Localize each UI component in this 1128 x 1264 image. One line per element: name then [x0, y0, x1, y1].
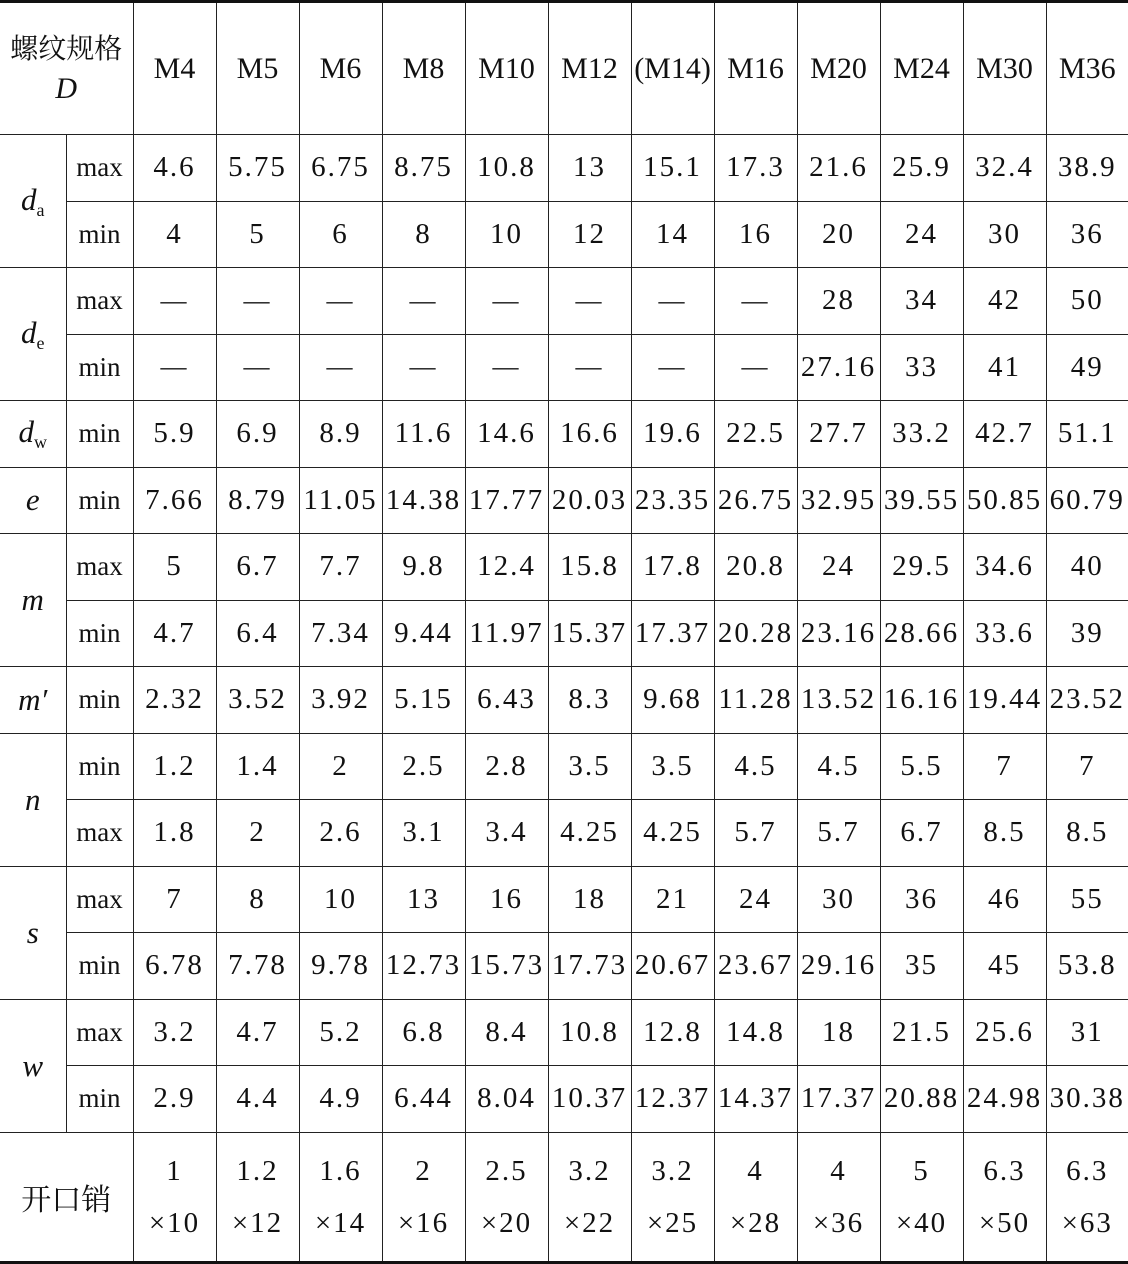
value-cell: 26.75: [714, 467, 797, 534]
row-de-max: [0, 268, 1128, 335]
value-cell: 20.67: [631, 933, 714, 1000]
value-cell: 23.67: [714, 933, 797, 1000]
row-m-max: [0, 534, 1128, 601]
value-cell: —: [133, 268, 216, 335]
value-cell: 2.8: [465, 733, 548, 800]
value-cell: 8.3: [548, 667, 631, 734]
value-cell: 6.8: [382, 999, 465, 1066]
value-cell: 12.8: [631, 999, 714, 1066]
param-symbol-text: d: [21, 314, 37, 350]
value-cell: 3.2: [133, 999, 216, 1066]
value-cell: 16: [714, 201, 797, 268]
value-cell: 28.66: [880, 600, 963, 667]
value-cell: 8: [216, 866, 299, 933]
pin-diameter: 3.2: [568, 1154, 611, 1187]
value-cell: —: [216, 334, 299, 401]
value-cell: 46: [963, 866, 1046, 933]
value-cell: 25.6: [963, 999, 1046, 1066]
value-cell: 3.92: [299, 667, 382, 734]
value-cell: 13.52: [797, 667, 880, 734]
value-cell: 29.16: [797, 933, 880, 1000]
value-cell: 27.16: [797, 334, 880, 401]
value-cell: 17.37: [631, 600, 714, 667]
value-cell: 17.73: [548, 933, 631, 1000]
value-cell: 7.78: [216, 933, 299, 1000]
value-cell: 18: [548, 866, 631, 933]
pin-diameter: 6.3: [1066, 1154, 1109, 1187]
value-cell: 25.9: [880, 135, 963, 202]
value-cell: 15.37: [548, 600, 631, 667]
value-cell: 16.16: [880, 667, 963, 734]
param-symbol-n: [0, 733, 66, 866]
param-symbol-dw: [0, 401, 66, 468]
value-cell: 40: [1046, 534, 1128, 601]
cotter-pin-cell: [133, 1132, 216, 1262]
pin-length: ×36: [812, 1206, 865, 1239]
value-cell: 4.5: [714, 733, 797, 800]
param-symbol-subscript: a: [36, 199, 45, 220]
cotter-pin-cell: [714, 1132, 797, 1262]
value-cell: 3.52: [216, 667, 299, 734]
value-cell: 8: [382, 201, 465, 268]
limit-label: min: [66, 733, 133, 800]
param-symbol-text: d: [21, 181, 37, 217]
value-cell: 9.78: [299, 933, 382, 1000]
pin-length: ×50: [978, 1206, 1031, 1239]
value-cell: 10: [465, 201, 548, 268]
row-w-max: [0, 999, 1128, 1066]
value-cell: 28: [797, 268, 880, 335]
value-cell: 34: [880, 268, 963, 335]
value-cell: 42: [963, 268, 1046, 335]
cotter-pin-cell: [963, 1132, 1046, 1262]
value-cell: 60.79: [1046, 467, 1128, 534]
value-cell: 6.9: [216, 401, 299, 468]
value-cell: 10.37: [548, 1066, 631, 1133]
value-cell: 42.7: [963, 401, 1046, 468]
param-symbol-de: [0, 268, 66, 401]
value-cell: 21.6: [797, 135, 880, 202]
value-cell: 5.15: [382, 667, 465, 734]
value-cell: 4: [133, 201, 216, 268]
value-cell: 55: [1046, 866, 1128, 933]
value-cell: 33: [880, 334, 963, 401]
limit-label: min: [66, 1066, 133, 1133]
row-n-min: [0, 733, 1128, 800]
value-cell: 19.44: [963, 667, 1046, 734]
value-cell: 5.9: [133, 401, 216, 468]
value-cell: 30.38: [1046, 1066, 1128, 1133]
limit-label: max: [66, 534, 133, 601]
value-cell: 32.4: [963, 135, 1046, 202]
cotter-pin-cell: [797, 1132, 880, 1262]
value-cell: 15.1: [631, 135, 714, 202]
size-header: M8: [382, 2, 465, 135]
limit-label: max: [66, 135, 133, 202]
value-cell: 11.97: [465, 600, 548, 667]
value-cell: 30: [963, 201, 1046, 268]
value-cell: 39: [1046, 600, 1128, 667]
value-cell: 33.2: [880, 401, 963, 468]
value-cell: 3.1: [382, 800, 465, 867]
value-cell: 19.6: [631, 401, 714, 468]
value-cell: 4.25: [631, 800, 714, 867]
cotter-pin-label: 开口销: [0, 1132, 133, 1262]
row-m-min: [0, 600, 1128, 667]
value-cell: 5: [133, 534, 216, 601]
value-cell: 50.85: [963, 467, 1046, 534]
value-cell: 17.37: [797, 1066, 880, 1133]
value-cell: —: [133, 334, 216, 401]
limit-label: max: [66, 800, 133, 867]
value-cell: 9.8: [382, 534, 465, 601]
param-symbol-text: s: [26, 914, 39, 950]
limit-label: min: [66, 933, 133, 1000]
value-cell: 7.7: [299, 534, 382, 601]
value-cell: 6.4: [216, 600, 299, 667]
value-cell: —: [382, 268, 465, 335]
value-cell: 24: [880, 201, 963, 268]
limit-label: min: [66, 667, 133, 734]
size-header: M4: [133, 2, 216, 135]
pin-diameter: 6.3: [983, 1154, 1026, 1187]
value-cell: 17.8: [631, 534, 714, 601]
param-symbol-s: [0, 866, 66, 999]
value-cell: 24: [797, 534, 880, 601]
value-cell: 9.68: [631, 667, 714, 734]
size-header: M36: [1046, 2, 1128, 135]
pin-length: ×12: [231, 1206, 284, 1239]
value-cell: 20.28: [714, 600, 797, 667]
row-n-max: [0, 800, 1128, 867]
value-cell: 9.44: [382, 600, 465, 667]
value-cell: 38.9: [1046, 135, 1128, 202]
value-cell: 49: [1046, 334, 1128, 401]
value-cell: 31: [1046, 999, 1128, 1066]
cotter-pin-cell: [631, 1132, 714, 1262]
pin-length: ×25: [646, 1206, 699, 1239]
value-cell: —: [631, 268, 714, 335]
value-cell: 8.5: [1046, 800, 1128, 867]
value-cell: 6.7: [216, 534, 299, 601]
value-cell: 50: [1046, 268, 1128, 335]
value-cell: 2.5: [382, 733, 465, 800]
value-cell: 7.34: [299, 600, 382, 667]
pin-diameter: 1.6: [319, 1154, 362, 1187]
value-cell: 12.4: [465, 534, 548, 601]
value-cell: 18: [797, 999, 880, 1066]
param-symbol-e: [0, 467, 66, 534]
param-symbol-m: [0, 534, 66, 667]
value-cell: 16: [465, 866, 548, 933]
value-cell: 29.5: [880, 534, 963, 601]
value-cell: 6.43: [465, 667, 548, 734]
pin-length: ×16: [397, 1206, 450, 1239]
limit-label: min: [66, 467, 133, 534]
cotter-pin-cell: [382, 1132, 465, 1262]
size-header: (M14): [631, 2, 714, 135]
value-cell: 23.52: [1046, 667, 1128, 734]
value-cell: 5: [216, 201, 299, 268]
value-cell: 12: [548, 201, 631, 268]
value-cell: 32.95: [797, 467, 880, 534]
param-symbol-text: e: [25, 482, 40, 518]
pin-diameter: 2.5: [485, 1154, 528, 1187]
limit-label: max: [66, 866, 133, 933]
value-cell: 34.6: [963, 534, 1046, 601]
value-cell: 7: [1046, 733, 1128, 800]
value-cell: 5.2: [299, 999, 382, 1066]
value-cell: 12.37: [631, 1066, 714, 1133]
value-cell: 3.4: [465, 800, 548, 867]
param-symbol-text: m: [21, 582, 44, 617]
value-cell: 13: [382, 866, 465, 933]
value-cell: 8.5: [963, 800, 1046, 867]
value-cell: 6.78: [133, 933, 216, 1000]
value-cell: 17.3: [714, 135, 797, 202]
param-symbol-mp: [0, 667, 66, 734]
value-cell: 22.5: [714, 401, 797, 468]
value-cell: —: [465, 334, 548, 401]
value-cell: 4.6: [133, 135, 216, 202]
size-header: M16: [714, 2, 797, 135]
value-cell: 27.7: [797, 401, 880, 468]
pin-diameter: 3.2: [651, 1154, 694, 1187]
value-cell: 24: [714, 866, 797, 933]
value-cell: 10.8: [465, 135, 548, 202]
param-symbol-da: [0, 135, 66, 268]
value-cell: 36: [880, 866, 963, 933]
value-cell: 7: [963, 733, 1046, 800]
pin-diameter: 1.2: [236, 1154, 279, 1187]
row-cotter-pin: [0, 1132, 1128, 1262]
value-cell: 3.5: [631, 733, 714, 800]
value-cell: 7.66: [133, 467, 216, 534]
size-header: M5: [216, 2, 299, 135]
value-cell: 1.8: [133, 800, 216, 867]
value-cell: 23.35: [631, 467, 714, 534]
value-cell: 2.32: [133, 667, 216, 734]
value-cell: 33.6: [963, 600, 1046, 667]
pin-length: ×63: [1061, 1206, 1113, 1239]
value-cell: 30: [797, 866, 880, 933]
cotter-pin-cell: [216, 1132, 299, 1262]
value-cell: 12.73: [382, 933, 465, 1000]
size-header: M12: [548, 2, 631, 135]
value-cell: 5.5: [880, 733, 963, 800]
param-symbol-subscript: w: [34, 432, 47, 453]
value-cell: 6: [299, 201, 382, 268]
row-e: [0, 467, 1128, 534]
size-header: M10: [465, 2, 548, 135]
limit-label: min: [66, 334, 133, 401]
value-cell: 21: [631, 866, 714, 933]
value-cell: 4.9: [299, 1066, 382, 1133]
value-cell: 4.7: [216, 999, 299, 1066]
value-cell: 1.2: [133, 733, 216, 800]
row-dw: [0, 401, 1128, 468]
row-de-min: [0, 334, 1128, 401]
value-cell: 2: [299, 733, 382, 800]
pin-length: ×14: [314, 1206, 367, 1239]
size-header: M24: [880, 2, 963, 135]
value-cell: 2.6: [299, 800, 382, 867]
value-cell: 45: [963, 933, 1046, 1000]
pin-length: ×28: [729, 1206, 782, 1239]
value-cell: 41: [963, 334, 1046, 401]
param-symbol-text: w: [22, 1047, 44, 1083]
value-cell: 51.1: [1046, 401, 1128, 468]
param-symbol-text: d: [18, 414, 34, 450]
value-cell: 4.25: [548, 800, 631, 867]
row-w-min: [0, 1066, 1128, 1133]
value-cell: 20.8: [714, 534, 797, 601]
value-cell: —: [382, 334, 465, 401]
limit-label: max: [66, 268, 133, 335]
value-cell: 5.7: [714, 800, 797, 867]
pin-diameter: 2: [415, 1154, 432, 1187]
pin-length: ×10: [148, 1206, 201, 1239]
pin-diameter: 4: [830, 1154, 847, 1187]
value-cell: 35: [880, 933, 963, 1000]
value-cell: 13: [548, 135, 631, 202]
value-cell: 7: [133, 866, 216, 933]
value-cell: 21.5: [880, 999, 963, 1066]
limit-label: max: [66, 999, 133, 1066]
param-symbol-subscript: e: [36, 332, 45, 353]
cotter-pin-cell: [465, 1132, 548, 1262]
value-cell: 14.6: [465, 401, 548, 468]
value-cell: —: [465, 268, 548, 335]
size-header: M20: [797, 2, 880, 135]
thread-spec-header: [0, 2, 133, 135]
pin-length: ×22: [563, 1206, 616, 1239]
value-cell: —: [714, 268, 797, 335]
pin-diameter: 4: [747, 1154, 764, 1187]
value-cell: 15.8: [548, 534, 631, 601]
value-cell: 8.04: [465, 1066, 548, 1133]
pin-length: ×20: [480, 1206, 533, 1239]
value-cell: 14.8: [714, 999, 797, 1066]
value-cell: 39.55: [880, 467, 963, 534]
pin-diameter: 1: [166, 1154, 183, 1187]
value-cell: 11.6: [382, 401, 465, 468]
value-cell: 2: [216, 800, 299, 867]
value-cell: 20.03: [548, 467, 631, 534]
value-cell: 6.75: [299, 135, 382, 202]
value-cell: 8.4: [465, 999, 548, 1066]
value-cell: —: [299, 268, 382, 335]
value-cell: 4.7: [133, 600, 216, 667]
value-cell: 3.5: [548, 733, 631, 800]
value-cell: 8.79: [216, 467, 299, 534]
value-cell: 24.98: [963, 1066, 1046, 1133]
value-cell: 10.8: [548, 999, 631, 1066]
cotter-pin-cell: [880, 1132, 963, 1262]
value-cell: —: [714, 334, 797, 401]
param-symbol-w: [0, 999, 66, 1132]
value-cell: 4.4: [216, 1066, 299, 1133]
value-cell: 1.4: [216, 733, 299, 800]
thread-spec-symbol: D: [55, 71, 78, 105]
size-header: M30: [963, 2, 1046, 135]
value-cell: 4.5: [797, 733, 880, 800]
value-cell: 17.77: [465, 467, 548, 534]
value-cell: 23.16: [797, 600, 880, 667]
value-cell: —: [548, 334, 631, 401]
value-cell: 14.37: [714, 1066, 797, 1133]
pin-diameter: 5: [913, 1154, 930, 1187]
value-cell: —: [548, 268, 631, 335]
value-cell: 15.73: [465, 933, 548, 1000]
value-cell: 14: [631, 201, 714, 268]
value-cell: 36: [1046, 201, 1128, 268]
param-symbol-text: n: [25, 781, 41, 817]
value-cell: 20.88: [880, 1066, 963, 1133]
value-cell: 11.05: [299, 467, 382, 534]
cotter-pin-cell: [1046, 1132, 1128, 1262]
value-cell: 20: [797, 201, 880, 268]
limit-label: min: [66, 201, 133, 268]
row-s-min: [0, 933, 1128, 1000]
value-cell: —: [631, 334, 714, 401]
param-symbol-text: m′: [18, 681, 48, 717]
size-header: M6: [299, 2, 382, 135]
header-row: [0, 2, 1128, 135]
cotter-pin-cell: [299, 1132, 382, 1262]
value-cell: —: [216, 268, 299, 335]
limit-label: min: [66, 600, 133, 667]
cotter-pin-cell: [548, 1132, 631, 1262]
value-cell: 14.38: [382, 467, 465, 534]
value-cell: 10: [299, 866, 382, 933]
value-cell: 6.44: [382, 1066, 465, 1133]
limit-label: min: [66, 401, 133, 468]
value-cell: 5.7: [797, 800, 880, 867]
pin-length: ×40: [895, 1206, 948, 1239]
row-da-max: [0, 135, 1128, 202]
value-cell: 11.28: [714, 667, 797, 734]
value-cell: 8.75: [382, 135, 465, 202]
thread-spec-label: 螺纹规格: [10, 31, 123, 65]
value-cell: 6.7: [880, 800, 963, 867]
value-cell: 8.9: [299, 401, 382, 468]
value-cell: —: [299, 334, 382, 401]
value-cell: 16.6: [548, 401, 631, 468]
row-mp: [0, 667, 1128, 734]
row-da-min: [0, 201, 1128, 268]
value-cell: 2.9: [133, 1066, 216, 1133]
row-s-max: [0, 866, 1128, 933]
value-cell: 53.8: [1046, 933, 1128, 1000]
value-cell: 5.75: [216, 135, 299, 202]
